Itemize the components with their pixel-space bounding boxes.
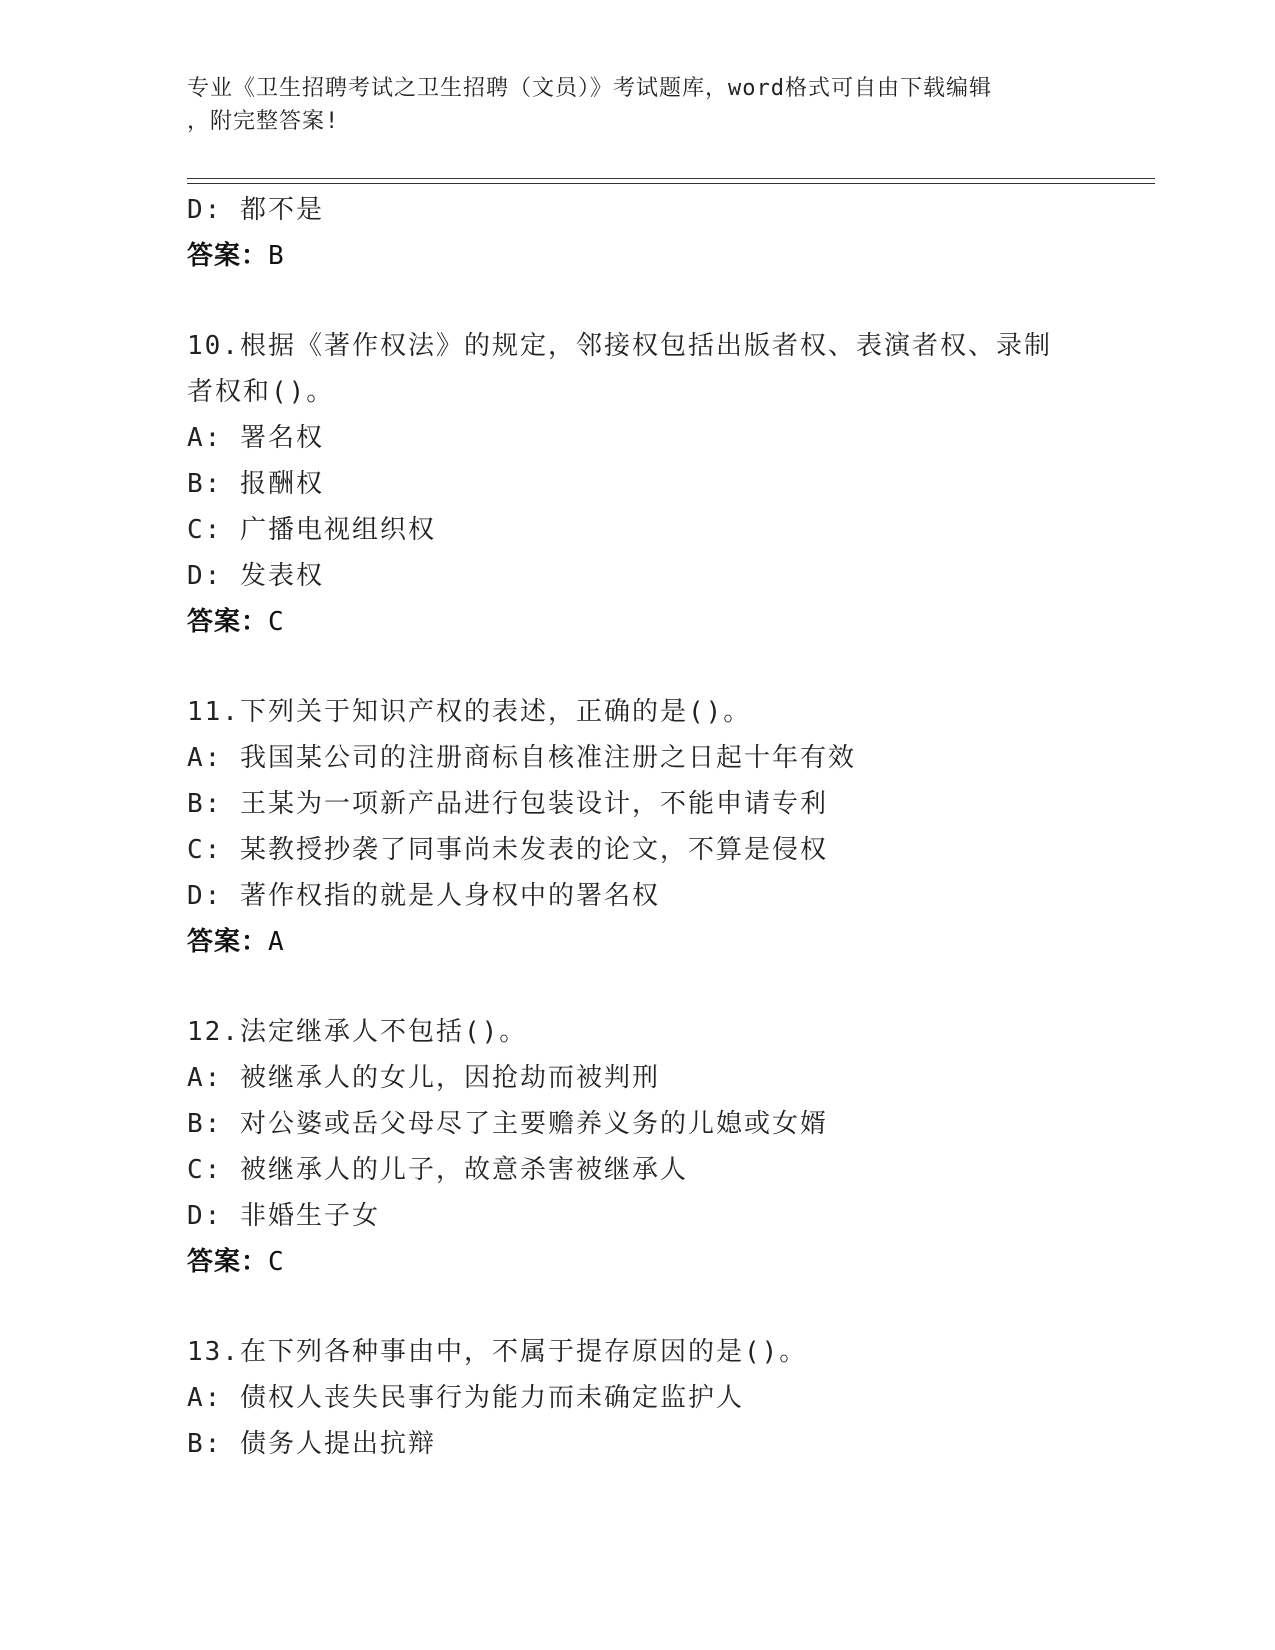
question-stem: 12.法定继承人不包括()。 <box>187 1017 528 1047</box>
answer-label: 答案： <box>187 1247 269 1277</box>
option-d: D: 发表权 <box>187 561 324 591</box>
question-12 <box>187 1009 1087 1285</box>
option-b: B: 对公婆或岳父母尽了主要赡养义务的儿媳或女婿 <box>187 1109 828 1139</box>
answer-line <box>187 1239 1087 1285</box>
option-c: C: 被继承人的儿子，故意杀害被继承人 <box>187 1155 688 1185</box>
question-stem: 11.下列关于知识产权的表述，正确的是()。 <box>187 697 752 727</box>
question-stem-continued: 者权和()。 <box>187 377 335 407</box>
answer-value: C <box>268 1247 285 1277</box>
option-d: D: 非婚生子女 <box>187 1201 380 1231</box>
document-header <box>187 72 1087 138</box>
answer-label: 答案： <box>187 927 269 957</box>
question-13 <box>187 1329 1087 1467</box>
header-divider-bottom <box>187 183 1155 184</box>
option-b: B: 债务人提出抗辩 <box>187 1429 436 1459</box>
question-10 <box>187 323 1087 645</box>
question-stem: 10.根据《著作权法》的规定，邻接权包括出版者权、表演者权、录制 <box>187 331 1052 361</box>
header-line-2: ，附完整答案! <box>187 109 340 134</box>
option-a: A: 债权人丧失民事行为能力而未确定监护人 <box>187 1383 744 1413</box>
option-b: B: 报酬权 <box>187 469 324 499</box>
option-a: A: 我国某公司的注册商标自核准注册之日起十年有效 <box>187 743 856 773</box>
option-d: D: 著作权指的就是人身权中的署名权 <box>187 881 660 911</box>
option-d: D: 都不是 <box>187 195 324 225</box>
option-b: B: 王某为一项新产品进行包装设计，不能申请专利 <box>187 789 828 819</box>
answer-line <box>187 599 1087 645</box>
question-11 <box>187 689 1087 965</box>
option-a: A: 被继承人的女儿，因抢劫而被判刑 <box>187 1063 660 1093</box>
question-stem: 13.在下列各种事由中，不属于提存原因的是()。 <box>187 1337 808 1367</box>
answer-label: 答案： <box>187 241 269 271</box>
answer-label: 答案： <box>187 607 269 637</box>
option-c: C: 广播电视组织权 <box>187 515 436 545</box>
question-list <box>187 187 1087 1467</box>
answer-value: A <box>268 927 285 957</box>
option-a: A: 署名权 <box>187 423 324 453</box>
option-c: C: 某教授抄袭了同事尚未发表的论文，不算是侵权 <box>187 835 828 865</box>
answer-line <box>187 233 1087 279</box>
header-line-1: 专业《卫生招聘考试之卫生招聘（文员）》考试题库，word格式可自由下载编辑 <box>187 76 992 101</box>
header-divider-top <box>187 178 1155 179</box>
answer-value: B <box>268 241 285 271</box>
answer-line <box>187 919 1087 965</box>
answer-value: C <box>268 607 285 637</box>
